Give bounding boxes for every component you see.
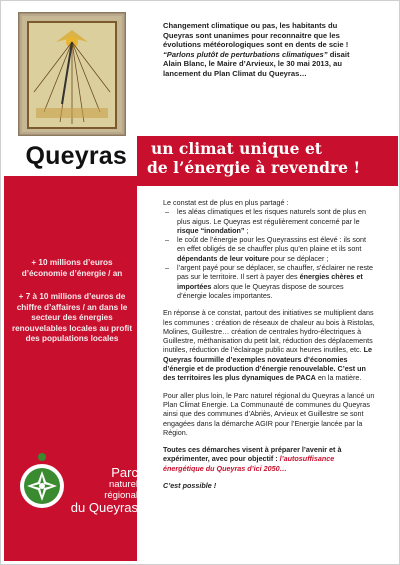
stat-revenue: + 7 à 10 millions d’euros de chiffre d’affaires / an dans le secteur des énergies renouvelables locales au profit des populations locales bbox=[11, 292, 133, 343]
list-item: – les aléas climatiques et les risques naturels sont de plus en plus aigus. Le Queyras est régulièrement concerné par le risque “inondation” ; bbox=[177, 207, 375, 235]
closing-line: C’est possible ! bbox=[163, 481, 217, 491]
logo-line-1: Parc bbox=[111, 465, 138, 480]
brand-block bbox=[4, 140, 137, 174]
sundial-photo-area bbox=[4, 4, 137, 136]
constat-list bbox=[163, 207, 375, 300]
red-sidebar bbox=[4, 176, 137, 561]
headline-line-2: de l’énergie à revendre ! bbox=[147, 158, 361, 177]
body-text bbox=[163, 198, 375, 490]
intro-paragraph bbox=[163, 21, 363, 79]
brand-title: Queyras bbox=[25, 142, 127, 170]
logo-line-3: régional bbox=[104, 489, 138, 501]
intro-quote: “Parlons plutôt de perturbations climatiques” bbox=[163, 49, 328, 59]
sundial-image bbox=[18, 12, 126, 136]
logo-line-2: naturel bbox=[108, 479, 138, 490]
intro-attribution: disait Alain Blanc, le Maire d’Arvieux, le 30 mai 2013, au lancement du Plan Climat du Queyras… bbox=[163, 49, 350, 78]
headline-banner bbox=[137, 136, 398, 186]
intro-text: Changement climatique ou pas, les habitants du Queyras sont unanimes pour reconnaitre que les évolutions météorologiques sont en dents de scie ! bbox=[163, 21, 349, 50]
plan-climat-paragraph: Pour aller plus loin, le Parc naturel régional du Queyras a lancé un Plan Climat Energie. La Communauté de communes du Queyras ainsi que des communes d’Abriès, Arvieux et Guillestre se sont engagées dans la démarche AGIR pour l’Energie lancée par la Région. bbox=[163, 390, 375, 437]
logo-line-4: du Queyras bbox=[70, 500, 138, 515]
stat-energy-savings: + 10 millions d’euros d’économie d’énergie / an bbox=[21, 258, 123, 278]
park-logo-text bbox=[62, 466, 138, 515]
body-intro: Le constat est de plus en plus partagé : bbox=[163, 198, 289, 207]
objective-paragraph: Toutes ces démarches visent à préparer l’avenir et à expérimenter, avec pour objectif : l’autosuffisance énergétique du Queyras d’ici 2050… bbox=[163, 445, 342, 473]
initiatives-paragraph: En réponse à ce constat, partout des initiatives se multiplient dans les communes : création de réseaux de chaleur au bois à Ristolas, Molines, Guillestre… création de centrales hydro-électriques à Guillestre, méthanisation du petit lait, réduction des déplacements inutiles, réduction de l’éclairage public aux heures inutiles, etc. Le Queyras fourmille d’exemples novateurs d’économies d’énergie et de production d’énergie renouvelable. C’est un des territoires les plus dynamiques de PACA en la matière. bbox=[163, 308, 375, 383]
headline-line-1: un climat unique et bbox=[151, 139, 322, 158]
list-item: – l’argent payé pour se déplacer, se chauffer, s’éclairer ne reste pas sur le territoire. Il sert à payer des énergies chères et importées alors que le Queyras dispose de sources d’énergie locales importantes. bbox=[177, 263, 375, 300]
list-item: – le coût de l’énergie pour les Queyrassins est élevé : ils sont en effet obligés de se chauffer plus qu’en plaine et ils sont dépendants de leur voiture pour se déplacer ; bbox=[177, 235, 375, 263]
